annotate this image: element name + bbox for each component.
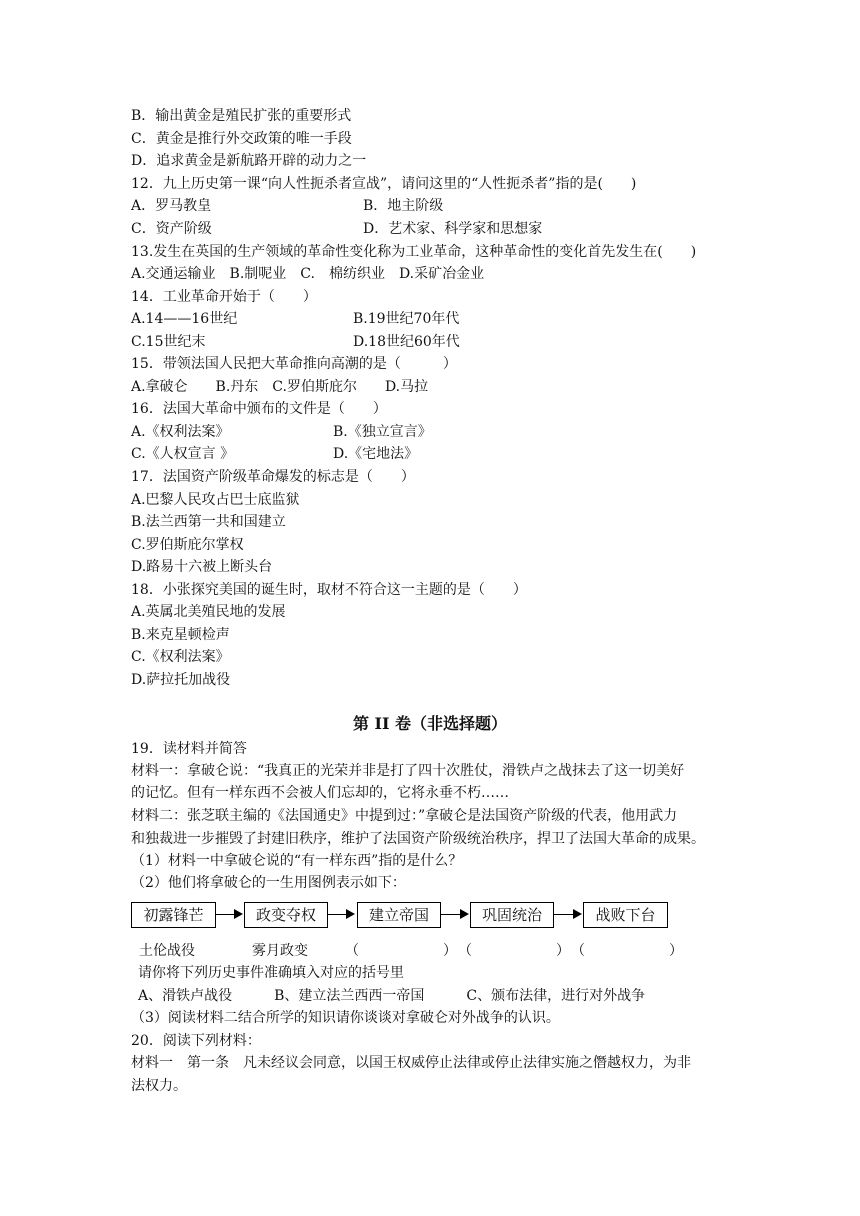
- q19-sub-question-2: （2）他们将拿破仑的一生用图例表示如下：: [131, 875, 406, 891]
- q11-option-d: D．追求黄金是新航路开辟的动力之一: [131, 153, 367, 169]
- q19-sub-question-1: （1）材料一中拿破仑说的“有一样东西”指的是什么？: [131, 853, 463, 869]
- q13-options: A.交通运输业 B.制呢业 C. 棉纺织业 D.采矿冶金业: [131, 266, 485, 282]
- q20-stem: 20．阅读下列材料：: [131, 1033, 261, 1049]
- q15-stem: 15．带领法国人民把大革命推向高潮的是（ ）: [131, 356, 457, 372]
- q19-stem: 19．读材料并简答: [131, 741, 247, 757]
- q14-option-a: A.14——16世纪: [131, 311, 238, 327]
- q18-option-a: A.英属北美殖民地的发展: [131, 604, 286, 620]
- q14-option-b: B.19世纪70年代: [353, 311, 460, 327]
- flow-arrow-1: [216, 914, 241, 915]
- flow-step-1: 初露锋芒: [131, 902, 216, 928]
- q12-option-b: B．地主阶级: [363, 198, 444, 214]
- q17-option-a: A.巴黎人民攻占巴士底监狱: [131, 492, 300, 508]
- flow-step-3: 建立帝国: [357, 902, 441, 928]
- q17-option-b: B.法兰西第一共和国建立: [131, 514, 286, 530]
- flow-arrow-4: [554, 914, 580, 915]
- flow-arrow-3: [441, 914, 467, 915]
- flow-blank-3: （ ）: [345, 943, 457, 959]
- q19-material-2-line-2: 和独裁进一步摧毁了封建旧秩序，维护了法国资产阶级统治秩序，捍卫了法国大革命的成果。: [131, 831, 705, 847]
- q18-option-b: B.来克星顿检声: [131, 627, 230, 643]
- flow-step-2: 政变夺权: [244, 902, 328, 928]
- flow-blank-5: （ ）: [571, 943, 683, 959]
- q18-option-c: C.《权利法案》: [131, 649, 230, 665]
- flow-step-4: 巩固统治: [470, 902, 554, 928]
- flow-label-2: 雾月政变: [252, 943, 308, 959]
- q14-option-c: C.15世纪末: [131, 334, 206, 350]
- q14-stem: 14．工业革命开始于（ ）: [131, 289, 317, 305]
- q18-stem: 18．小张探究美国的诞生时，取材不符合这一主题的是（ ）: [131, 582, 527, 598]
- q18-option-d: D.萨拉托加战役: [131, 672, 231, 688]
- flow-step-5: 战败下台: [583, 902, 668, 928]
- q12-option-d: D．艺术家、科学家和思想家: [363, 221, 543, 237]
- q11-option-c: C．黄金是推行外交政策的唯一手段: [131, 131, 352, 147]
- q19-sub-question-3: （3）阅读材料二结合所学的知识请你谈谈对拿破仑对外战争的认识。: [131, 1010, 560, 1026]
- flow-arrow-2: [328, 914, 353, 915]
- q14-option-d: D.18世纪60年代: [353, 334, 460, 350]
- q19-material-1-line-1: 材料一：拿破仑说：“我真正的光荣并非是打了四十次胜仗，滑铁卢之战抹去了这一切美好: [131, 763, 685, 779]
- q16-option-c: C.《人权宣言 》: [131, 446, 235, 462]
- q16-option-d: D.《宅地法》: [333, 446, 419, 462]
- q17-stem: 17．法国资产阶级革命爆发的标志是（ ）: [131, 469, 415, 485]
- q13-stem: 13.发生在英国的生产领域的革命性变化称为工业革命，这种革命性的变化首先发生在( ): [131, 244, 697, 260]
- q19-material-1-line-2: 的记忆。但有一样东西不会被人们忘却的，它将永垂不朽……: [131, 785, 509, 801]
- q11-option-b: B．输出黄金是殖民扩张的重要形式: [131, 108, 352, 124]
- q16-option-a: A.《权利法案》: [131, 424, 230, 440]
- q16-stem: 16．法国大革命中颁布的文件是（ ）: [131, 401, 387, 417]
- q19-choice-options: A、滑铁卢战役 B、建立法兰西西一帝国 C、颁布法律，进行对外战争: [138, 988, 646, 1004]
- q19-material-2-line-1: 材料二：张芝联主编的《法国通史》中提到过：”拿破仑是法国资产阶级的代表，他用武力: [131, 808, 678, 824]
- q15-options: A.拿破仑 B.丹东 C.罗伯斯庇尔 D.马拉: [131, 379, 429, 395]
- q12-stem: 12．九上历史第一课“向人性扼杀者宣战”，请问这里的“人性扼杀者”指的是( ): [131, 176, 637, 192]
- q16-option-b: B.《独立宣言》: [333, 424, 432, 440]
- flow-label-1: 土伦战役: [139, 943, 195, 959]
- q17-option-c: C.罗伯斯庇尔掌权: [131, 537, 244, 553]
- q19-instruction: 请你将下列历史事件准确填入对应的括号里: [138, 965, 404, 981]
- section-title: 第 II 卷（非选择题）: [352, 714, 508, 733]
- q20-material-1-line-1: 材料一 第一条 凡未经议会同意，以国王权威停止法律或停止法律实施之僭越权力，为非: [131, 1055, 691, 1071]
- q12-option-c: C．资产阶级: [131, 221, 212, 237]
- q20-material-1-line-2: 法权力。: [131, 1078, 187, 1094]
- q17-option-d: D.路易十六被上断头台: [131, 559, 273, 575]
- q12-option-a: A．罗马教皇: [131, 198, 212, 214]
- flow-blank-4: （ ）: [458, 943, 570, 959]
